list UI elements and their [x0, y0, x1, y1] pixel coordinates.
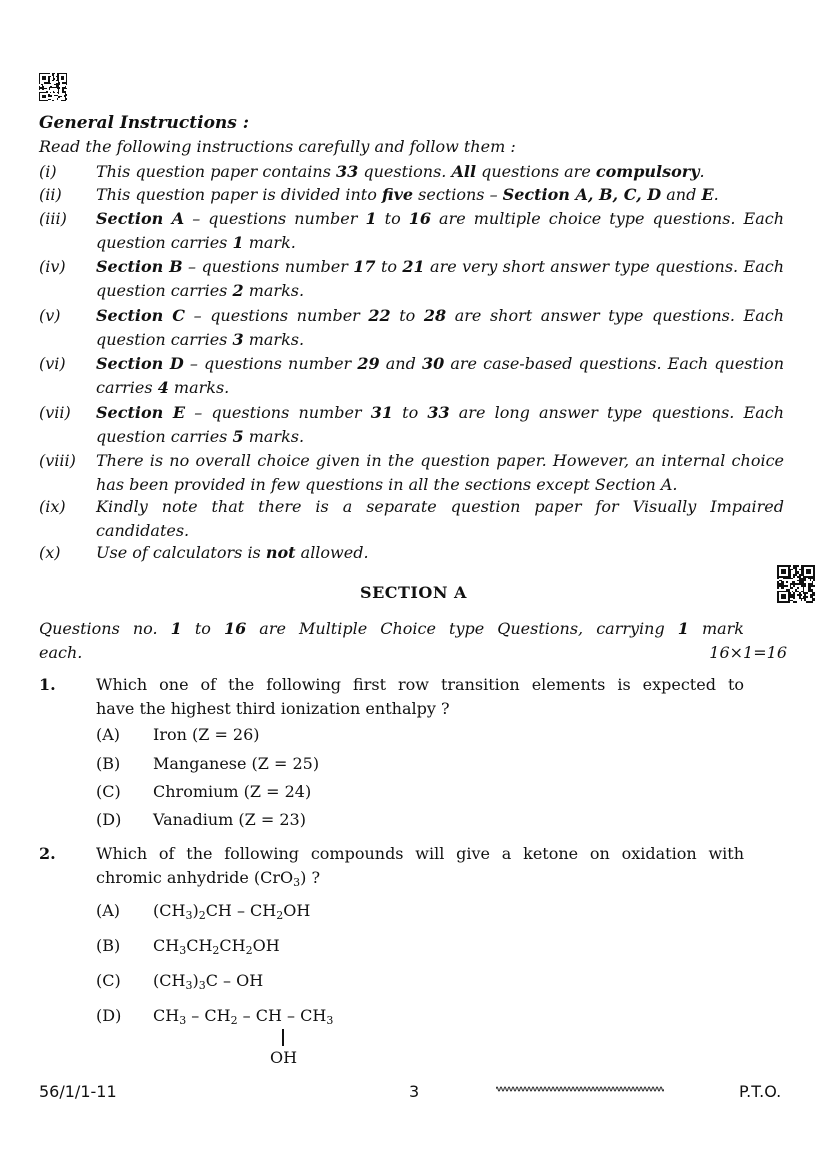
general-instructions-subtitle: Read the following instructions carefully and follow them : [39, 137, 516, 156]
question-text-line: chromic anhydride (CrO$_3$) ? [96, 867, 321, 889]
option-d: (D) $CH_3 - CH_2$ – CH – $CH_3$ [96, 1006, 334, 1027]
instruction-item [39, 160, 784, 184]
instruction-number: (vi) [39, 354, 66, 373]
instruction-number: (vii) [39, 403, 71, 422]
qr-code-icon [39, 73, 67, 101]
option-d: (D) Vanadium (Z = 23) [96, 810, 306, 829]
section-marks: 16×1=16 [709, 642, 787, 662]
section-intro-line-2: each. [39, 642, 83, 662]
option-b: (B) Manganese (Z = 25) [96, 754, 320, 773]
instruction-number: (v) [39, 306, 61, 325]
instruction-item [39, 304, 784, 351]
instruction-text: Section E – questions number 31 to 33 are long answer type questions. Each question carries 5 marks. [96, 403, 785, 446]
question-text-line: have the highest third ionization enthalpy ? [96, 698, 450, 718]
option-a: (A) $(CH_3)_2CH - CH_2OH$ [96, 901, 311, 922]
instruction-item [39, 183, 784, 207]
instruction-number: (x) [39, 543, 61, 562]
pto-label: P.T.O. [739, 1082, 782, 1101]
instruction-number: (ii) [39, 185, 62, 204]
instruction-text: There is no overall choice given in the question paper. However, an internal choice has been provided in few questions in all the sections except Section A. [96, 451, 784, 494]
instruction-text: Section C – questions number 22 to 28 are short answer type questions. Each question carries 3 marks. [96, 306, 785, 349]
instruction-text: This question paper contains 33 questions. All questions are compulsory. [96, 162, 705, 181]
branch-oh: OH [270, 1048, 298, 1067]
instruction-text: Section A – questions number 1 to 16 are multiple choice type questions. Each question carries 1 mark. [96, 209, 785, 252]
instruction-item [39, 495, 784, 542]
question-text-line: Which of the following compounds will give a ketone on oxidation with [96, 844, 744, 863]
section-intro-line: Questions no. 1 to 16 are Multiple Choice type Questions, carrying 1 mark [39, 619, 744, 638]
instruction-text: This question paper is divided into five sections – Section A, B, C, D and E. [96, 185, 719, 204]
instruction-text: Use of calculators is not allowed. [96, 543, 369, 562]
question-2 [39, 842, 784, 894]
instruction-number: (ix) [39, 497, 66, 516]
question-1 [39, 673, 784, 720]
option-a: (A) Iron (Z = 26) [96, 725, 260, 744]
instruction-number: (iv) [39, 257, 66, 276]
instruction-item [39, 207, 784, 254]
general-instructions-title: General Instructions : [39, 113, 250, 133]
option-b: (B) $CH_3CH_2CH_2OH$ [96, 936, 280, 957]
option-c: (C) Chromium (Z = 24) [96, 782, 312, 801]
instruction-number: (iii) [39, 209, 67, 228]
section-intro [39, 617, 787, 664]
instruction-text: Section B – questions number 17 to 21 are very short answer type questions. Each question carries 2 marks. [96, 257, 785, 300]
section-title: SECTION A [360, 583, 467, 602]
instruction-number: (i) [39, 162, 57, 181]
instruction-item [39, 401, 784, 448]
question-text-line: Which one of the following first row transition elements is expected to [96, 675, 744, 694]
paper-code: 56/1/1-11 [39, 1082, 117, 1101]
instruction-item [39, 352, 784, 399]
page-number: 3 [409, 1082, 420, 1101]
question-number: 2. [39, 844, 56, 863]
branch-bond [282, 1029, 284, 1046]
option-c: (C) $(CH_3)_3C$ – OH [96, 971, 264, 992]
instruction-item [39, 255, 784, 302]
instruction-number: (viii) [39, 451, 76, 470]
question-number: 1. [39, 675, 56, 694]
instruction-item [39, 449, 784, 496]
instruction-text: Kindly note that there is a separate question paper for Visually Impaired candidates. [96, 497, 784, 540]
instruction-text: Section D – questions number 29 and 30 are case-based questions. Each question carries 4 marks. [96, 354, 784, 397]
wavy-line-icon [496, 1084, 664, 1094]
instruction-item [39, 541, 784, 565]
